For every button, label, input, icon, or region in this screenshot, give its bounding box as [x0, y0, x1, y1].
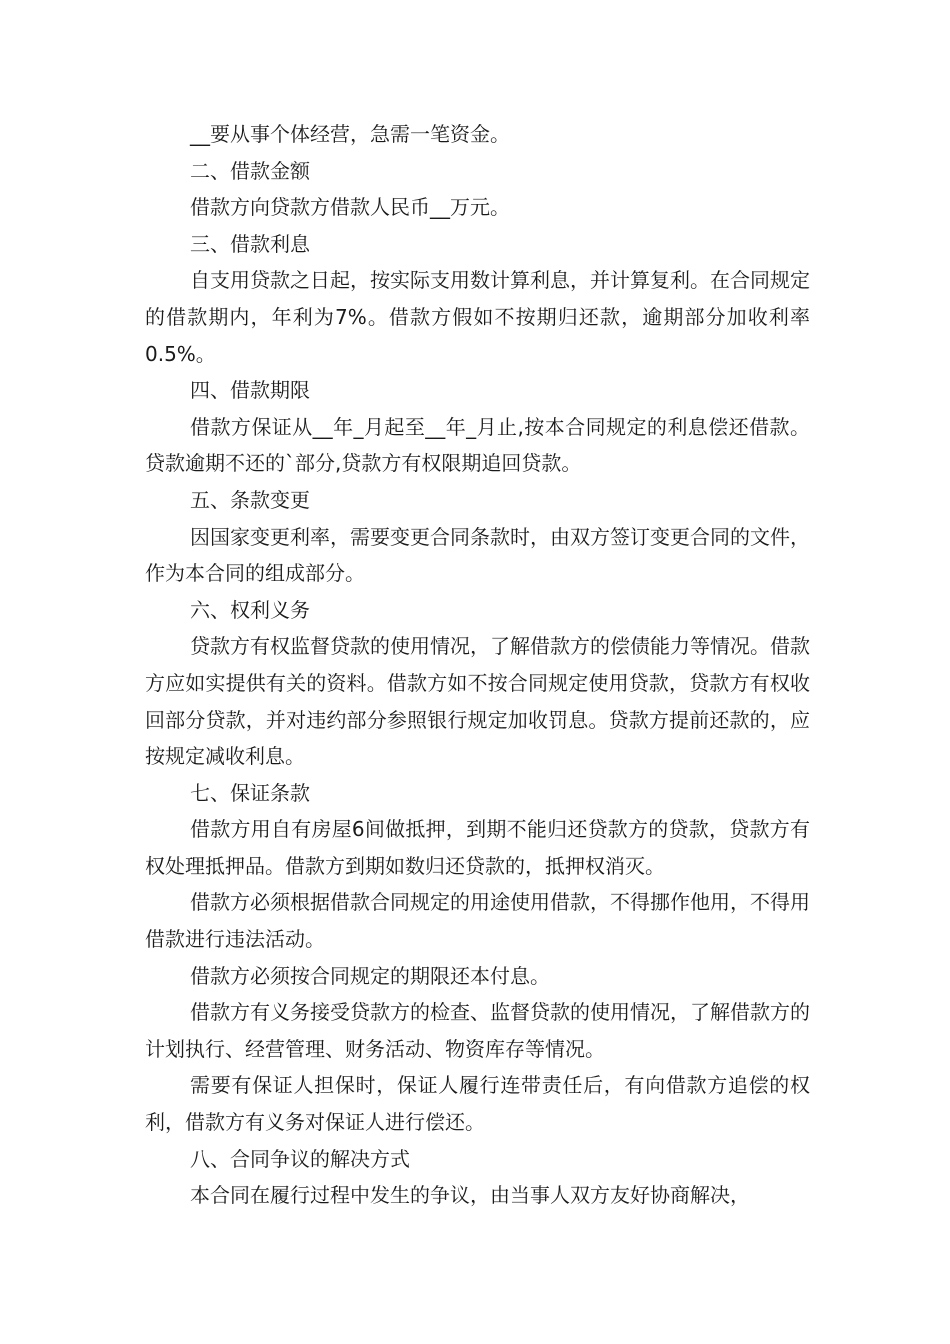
paragraph-guarantee-inspection: 借款方有义务接受贷款方的检查、监督贷款的使用情况，了解借款方的计划执行、经营管理、财务活动、物资库存等情况。 — [145, 1000, 810, 1061]
heading-rights-obligations: 六、权利义务 — [190, 597, 310, 622]
heading-loan-term: 四、借款期限 — [190, 378, 310, 403]
heading-loan-amount: 二、借款金额 — [190, 158, 310, 183]
heading-guarantee-clause: 七、保证条款 — [190, 780, 310, 805]
paragraph-loan-interest: 自支用贷款之日起，按实际支用数计算利息，并计算复利。在合同规定的借款期内，年利为7%。借款方假如不按期归还款，逾期部分加收利率0.5%。 — [145, 268, 810, 366]
heading-loan-interest: 三、借款利息 — [190, 231, 310, 256]
paragraph-rights-obligations: 贷款方有权监督贷款的使用情况，了解借款方的偿债能力等情况。借款方应如实提供有关的资料。借款方如不按合同规定使用贷款，贷款方有权收回部分贷款，并对违约部分参照银行规定加收罚息。贷款方提前还款的，应按规定减收利息。 — [145, 634, 810, 769]
document-body — [145, 116, 810, 1214]
paragraph-loan-amount: 借款方向贷款方借款人民币__万元。 — [190, 195, 510, 220]
heading-clause-change: 五、条款变更 — [190, 487, 310, 512]
paragraph-guarantee-repayment: 借款方必须按合同规定的期限还本付息。 — [190, 963, 550, 988]
paragraph-guarantee-mortgage: 借款方用自有房屋6间做抵押，到期不能归还贷款方的贷款，贷款方有权处理抵押品。借款方到期如数归还贷款的，抵押权消灭。 — [145, 817, 810, 878]
paragraph-guarantee-guarantor: 需要有保证人担保时，保证人履行连带责任后，有向借款方追偿的权利，借款方有义务对保证人进行偿还。 — [145, 1073, 810, 1135]
paragraph-loan-term: 借款方保证从__年_月起至__年_月止,按本合同规定的利息偿还借款。贷款逾期不还的`部分,贷款方有权限期追回贷款。 — [145, 414, 810, 476]
heading-dispute-resolution: 八、合同争议的解决方式 — [190, 1146, 410, 1171]
paragraph-guarantee-usage: 借款方必须根据借款合同规定的用途使用借款，不得挪作他用，不得用借款进行违法活动。 — [145, 890, 810, 952]
paragraph-clause-change: 因国家变更利率，需要变更合同条款时，由双方签订变更合同的文件，作为本合同的组成部分。 — [145, 524, 810, 586]
paragraph-dispute-resolution: 本合同在履行过程中发生的争议，由当事人双方友好协商解决， — [190, 1183, 750, 1208]
paragraph-purpose: __要从事个体经营，急需一笔资金。 — [190, 122, 510, 146]
